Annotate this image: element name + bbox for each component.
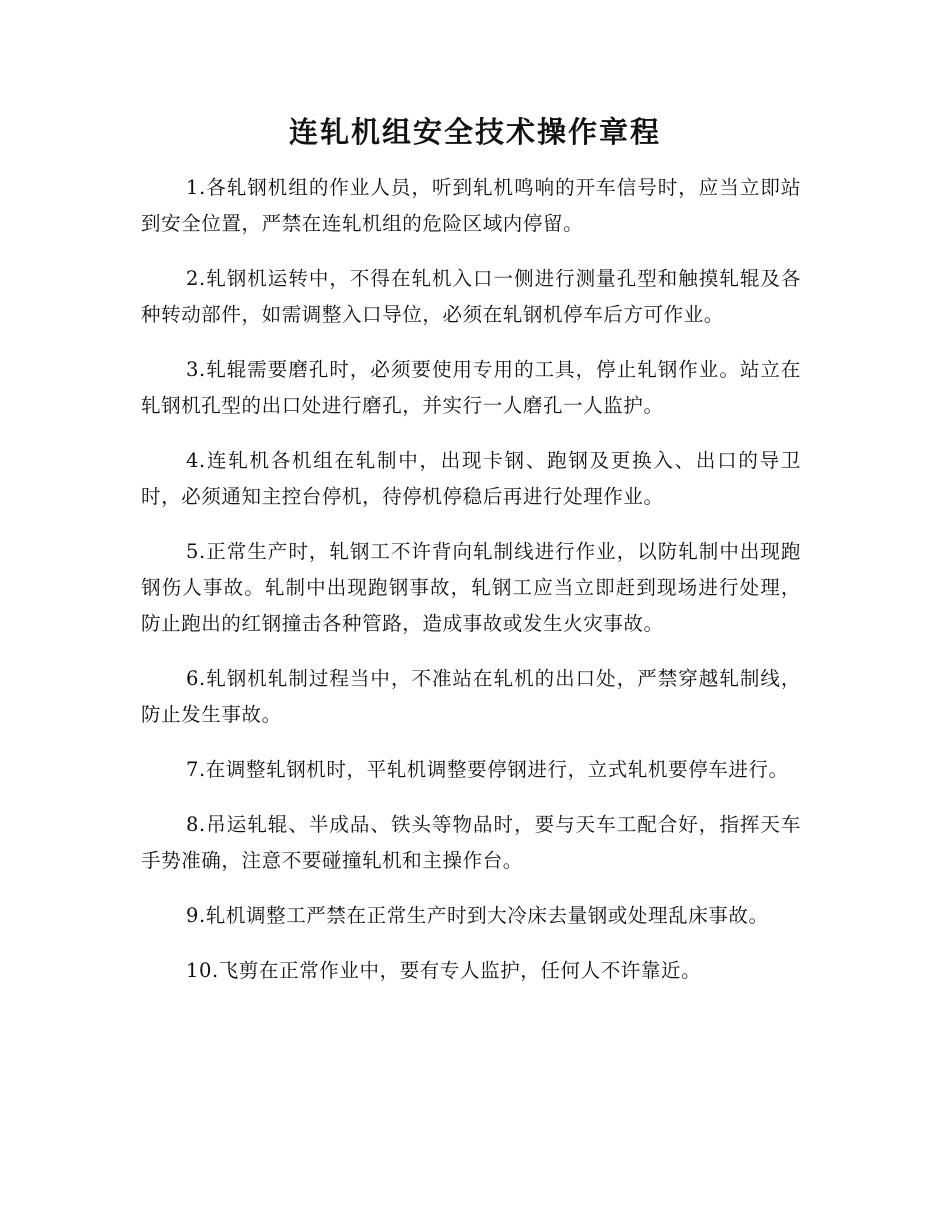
paragraph-7: 7.在调整轧钢机时，平轧机调整要停钢进行，立式轧机要停车进行。 xyxy=(186,758,789,781)
paragraph-4: 4.连轧机各机组在轧制中，出现卡钢、跑钢及更换入、出口的导卫时，必须通知主控台停机，待停机停稳后再进行处理作业。 xyxy=(141,449,801,508)
document-body xyxy=(141,170,801,1008)
paragraph-8: 8.吊运轧辊、半成品、铁头等物品时，要与天车工配合好，指挥天车手势准确，注意不要碰撞轧机和主操作台。 xyxy=(141,813,801,872)
paragraph-1: 1.各轧钢机组的作业人员，听到轧机鸣响的开车信号时，应当立即站到安全位置，严禁在连轧机组的危险区域内停留。 xyxy=(141,176,801,235)
paragraph-5: 5.正常生产时，轧钢工不许背向轧制线进行作业，以防轧制中出现跑钢伤人事故。轧制中出现跑钢事故，轧钢工应当立即赶到现场进行处理，防止跑出的红钢撞击各种管路，造成事故或发生火灾事故。 xyxy=(141,540,801,635)
paragraph-2: 2.轧钢机运转中，不得在轧机入口一侧进行测量孔型和触摸轧辊及各种转动部件，如需调整入口导位，必须在轧钢机停车后方可作业。 xyxy=(141,267,801,326)
paragraph-6: 6.轧钢机轧制过程当中，不准站在轧机的出口处，严禁穿越轧制线，防止发生事故。 xyxy=(141,667,801,726)
document-title: 连轧机组安全技术操作章程 xyxy=(288,115,661,149)
paragraph-9: 9.轧机调整工严禁在正常生产时到大冷床去量钢或处理乱床事故。 xyxy=(186,904,769,927)
paragraph-3: 3.轧辊需要磨孔时，必须要使用专用的工具，停止轧钢作业。站立在轧钢机孔型的出口处进行磨孔，并实行一人磨孔一人监护。 xyxy=(141,358,801,417)
paragraph-10: 10.飞剪在正常作业中，要有专人监护，任何人不许靠近。 xyxy=(186,959,702,982)
